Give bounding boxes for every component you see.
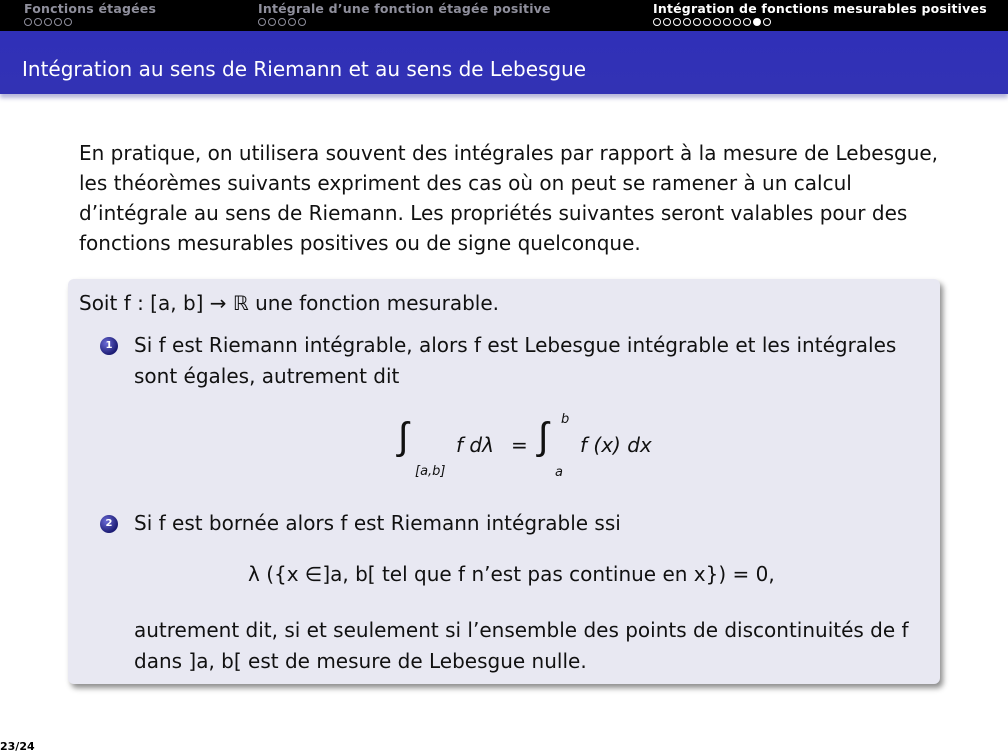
theorem-block <box>68 279 940 684</box>
nav-section-fonctions-etagees[interactable] <box>24 2 156 26</box>
page-number: 23/24 <box>0 740 35 753</box>
integral-sign: ∫ <box>398 414 409 458</box>
nav-frame-dot[interactable] <box>753 18 761 26</box>
nav-dots <box>258 18 551 26</box>
formula-1-upper-bound: b <box>561 412 570 427</box>
nav-frame-dot[interactable] <box>278 18 286 26</box>
nav-frame-dot[interactable] <box>24 18 32 26</box>
nav-frame-dot[interactable] <box>713 18 721 26</box>
nav-frame-dot[interactable] <box>258 18 266 26</box>
frame-title-bar <box>0 31 1008 94</box>
nav-frame-dot[interactable] <box>64 18 72 26</box>
nav-section-title[interactable]: Intégrale d’une fonction étagée positive <box>258 1 551 16</box>
nav-dots <box>653 18 987 26</box>
nav-frame-dot[interactable] <box>743 18 751 26</box>
nav-section-fonctions-mesurables[interactable] <box>653 2 987 26</box>
nav-frame-dot[interactable] <box>268 18 276 26</box>
item-number-2: 2 <box>100 515 118 533</box>
integral-sign: ∫ <box>538 414 549 458</box>
nav-frame-dot[interactable] <box>298 18 306 26</box>
nav-frame-dot[interactable] <box>683 18 691 26</box>
formula-1-lhs-integrand: f dλ <box>456 433 494 457</box>
item-number-1: 1 <box>100 337 118 355</box>
nav-dots <box>24 18 156 26</box>
formula-1-equals: = <box>511 433 528 457</box>
block-first-line: Soit f : [a, b] → ℝ une fonction mesurable. <box>79 291 500 315</box>
nav-section-integrale-etagee[interactable] <box>258 2 551 26</box>
nav-frame-dot[interactable] <box>733 18 741 26</box>
formula-2: λ ({x ∈]a, b[ tel que f n’est pas continue en x}) = 0, <box>248 562 775 586</box>
nav-frame-dot[interactable] <box>34 18 42 26</box>
formula-1-lhs-subscript: [a,b] <box>415 464 446 479</box>
nav-frame-dot[interactable] <box>673 18 681 26</box>
nav-frame-dot[interactable] <box>693 18 701 26</box>
nav-frame-dot[interactable] <box>763 18 771 26</box>
formula-1 <box>398 412 698 487</box>
intro-paragraph: En pratique, on utilisera souvent des intégrales par rapport à la mesure de Lebesgue, les théorèmes suivants expriment des cas où on peut se ramener à un calcul d’intégrale au sens de Riemann. Les propriétés suivantes seront valables pour des fonctions mesurables positives ou de signe quelconque. <box>79 141 939 255</box>
formula-1-rhs-integrand: f (x) dx <box>580 433 652 457</box>
section-navigation <box>0 0 1008 31</box>
nav-section-title[interactable]: Fonctions étagées <box>24 1 157 16</box>
frame-title: Intégration au sens de Riemann et au sens de Lebesgue <box>22 57 587 81</box>
nav-section-title[interactable]: Intégration de fonctions mesurables positives <box>653 1 987 16</box>
nav-frame-dot[interactable] <box>54 18 62 26</box>
nav-frame-dot[interactable] <box>288 18 296 26</box>
nav-frame-dot[interactable] <box>703 18 711 26</box>
item-2-continuation: autrement dit, si et seulement si l’ensemble des points de discontinuités de f dans ]a, b[ est de mesure de Lebesgue nulle. <box>134 618 909 673</box>
nav-frame-dot[interactable] <box>723 18 731 26</box>
formula-1-lower-bound: a <box>555 465 563 480</box>
nav-frame-dot[interactable] <box>663 18 671 26</box>
item-2-text: Si f est bornée alors f est Riemann intégrable ssi <box>134 511 621 535</box>
nav-frame-dot[interactable] <box>44 18 52 26</box>
item-1-text: Si f est Riemann intégrable, alors f est Lebesgue intégrable et les intégrales sont égales, autrement dit <box>134 333 897 388</box>
nav-frame-dot[interactable] <box>653 18 661 26</box>
